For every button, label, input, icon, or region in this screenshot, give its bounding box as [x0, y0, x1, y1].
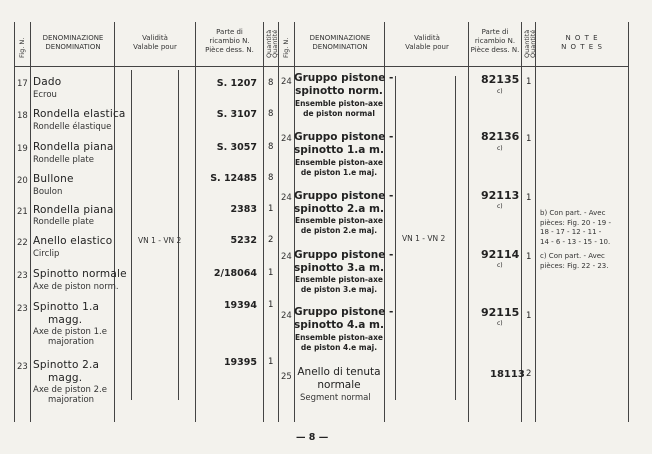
item-name-it-line2: magg. [48, 314, 83, 326]
part-code: 2383 [230, 204, 257, 215]
header-validita: Validità Valable pour [133, 34, 177, 51]
note-c: c) Con part. - Avec pièces: Fig. 22 - 23. [540, 252, 609, 270]
header-fig: Fig. N. [18, 37, 26, 58]
quantity: 2 [268, 235, 274, 245]
column-divider [628, 22, 629, 422]
quantity: 1 [268, 300, 274, 310]
column-divider [195, 22, 196, 422]
part-code: 19395 [223, 357, 257, 368]
quantity: 8 [268, 78, 274, 88]
header-parte: Parte di ricambio N. Pièce dess. N. [205, 28, 254, 54]
quantity: 8 [268, 142, 274, 152]
header-denominazione: DENOMINAZIONE DENOMINATION [309, 34, 371, 51]
part-code: 5232 [230, 235, 257, 246]
fig-number: 24 [281, 77, 292, 87]
item-name-it: Gruppo pistone - spinotto 3.a m. [294, 249, 394, 274]
fig-number: 21 [17, 207, 28, 217]
part-code: S. 3057 [216, 142, 257, 153]
item-name-fr: Ensemble piston-axe de piston 3.e maj. [294, 275, 384, 294]
fig-number: 19 [17, 144, 28, 154]
validity-brace [455, 76, 456, 400]
item-name-it: Anello elastico [33, 235, 113, 247]
quantity: 2 [526, 369, 532, 379]
item-name-it: Spinotto 1.a [33, 301, 100, 313]
header-quantita: Quantità [523, 29, 531, 58]
quantity: 8 [268, 109, 274, 119]
header-validita: Validità Valable pour [405, 34, 449, 51]
item-name-fr: Segment normal [300, 393, 371, 403]
fig-number: 23 [17, 271, 28, 281]
header-divider [14, 66, 628, 67]
part-code: S. 1207 [216, 78, 257, 89]
note-ref: c) [497, 203, 503, 210]
fig-number: 23 [17, 304, 28, 314]
item-name-fr: Ensemble piston-axe de piston 4.e maj. [294, 333, 384, 352]
item-name-it: Rondella elastica [33, 108, 126, 120]
note-ref: c) [497, 88, 503, 95]
item-name-fr: Axe de piston norm. [33, 282, 119, 292]
item-name-fr: Ensemble piston-axe de piston 1.e maj. [294, 158, 384, 177]
note-ref: c) [497, 320, 503, 327]
item-name-fr: Boulon [33, 187, 63, 197]
quantity: 1 [526, 193, 532, 203]
item-name-fr: Rondelle plate [33, 217, 94, 227]
item-name-it: Spinotto 2.a [33, 359, 100, 371]
quantity: 1 [526, 77, 532, 87]
quantity: 1 [268, 268, 274, 278]
item-name-fr: Rondelle élastique [33, 122, 112, 132]
item-name-it: Spinotto normale [33, 268, 127, 280]
part-code: 92113 [481, 189, 520, 202]
item-name-fr-line2: majoration [48, 337, 95, 347]
header-quantite: Quantité [271, 29, 279, 58]
note-b: b) Con part. - Avec pièces: Fig. 20 - 19 - 18 - 17 - 12 - 11 - 14 - 6 - 13 - 15 - 10. [540, 209, 611, 246]
fig-number: 23 [17, 362, 28, 372]
item-name-it: Gruppo pistone - spinotto norm. [294, 72, 394, 97]
part-code: 82135 [481, 73, 520, 86]
header-quantita: Quantità [265, 29, 273, 58]
header-notes: N O T E N O T E S [561, 34, 603, 51]
column-divider [114, 22, 115, 422]
column-divider [521, 22, 522, 422]
fig-number: 17 [17, 79, 28, 89]
fig-number: 18 [17, 111, 28, 121]
part-code: 92114 [481, 248, 520, 261]
item-name-it: Rondella piana [33, 204, 114, 216]
fig-number: 25 [281, 372, 292, 382]
header-denominazione: DENOMINAZIONE DENOMINATION [42, 34, 104, 51]
validity-label: VN 1 - VN 2 [138, 236, 182, 245]
item-name-it-line2: magg. [48, 372, 83, 384]
fig-number: 24 [281, 311, 292, 321]
validity-label: VN 1 - VN 2 [402, 234, 446, 243]
column-divider [14, 22, 15, 422]
fig-number: 24 [281, 134, 292, 144]
header-parte: Parte di ricambio N. Pièce dess. N. [470, 28, 520, 54]
part-code: S. 3107 [216, 109, 257, 120]
item-name-fr: Ecrou [33, 90, 57, 100]
item-name-fr: Axe de piston 1.e [33, 327, 107, 337]
page-number: — 8 — [296, 432, 329, 443]
header-quantite: Quantité [529, 29, 537, 58]
item-name-fr: Circlip [33, 249, 60, 259]
item-name-it: Gruppo pistone - spinotto 2.a m. [294, 190, 394, 215]
fig-number: 22 [17, 238, 28, 248]
part-code: 92115 [481, 306, 520, 319]
fig-number: 24 [281, 252, 292, 262]
fig-number: 20 [17, 176, 28, 186]
validity-brace [395, 76, 396, 400]
column-divider [30, 22, 31, 422]
item-name-it: Gruppo pistone - spinotto 1.a m. [294, 131, 394, 156]
fig-number: 24 [281, 193, 292, 203]
item-name-fr: Rondelle plate [33, 155, 94, 165]
column-divider [263, 22, 264, 422]
item-name-fr: Ensemble piston-axe de piston 2.e maj. [294, 216, 384, 235]
note-ref: c) [497, 145, 503, 152]
part-code: 19394 [223, 300, 257, 311]
item-name-it: Bullone [33, 173, 74, 185]
item-name-it: Dado [33, 76, 62, 88]
header-fig: Fig. N. [282, 37, 290, 58]
validity-brace [131, 70, 132, 400]
item-name-fr: Axe de piston 2.e [33, 385, 107, 395]
part-code: 82136 [481, 130, 520, 143]
quantity: 1 [268, 357, 274, 367]
item-name-fr-line2: majoration [48, 395, 95, 405]
quantity: 1 [268, 204, 274, 214]
item-name-it: Anello di tenuta normale [297, 366, 381, 391]
column-divider [535, 22, 536, 422]
note-ref: c) [497, 262, 503, 269]
column-divider [278, 22, 279, 422]
quantity: 8 [268, 173, 274, 183]
item-name-fr: Ensemble piston-axe de piston normal [294, 99, 384, 118]
quantity: 1 [526, 252, 532, 262]
column-divider [468, 22, 469, 422]
part-code: S. 12485 [210, 173, 257, 184]
quantity: 1 [526, 134, 532, 144]
validity-brace [178, 70, 179, 400]
part-code: 2/18064 [213, 268, 257, 279]
item-name-it: Gruppo pistone - spinotto 4.a m. [294, 306, 394, 331]
part-code: 18113 [490, 369, 525, 380]
quantity: 1 [526, 311, 532, 321]
item-name-it: Rondella piana [33, 141, 114, 153]
